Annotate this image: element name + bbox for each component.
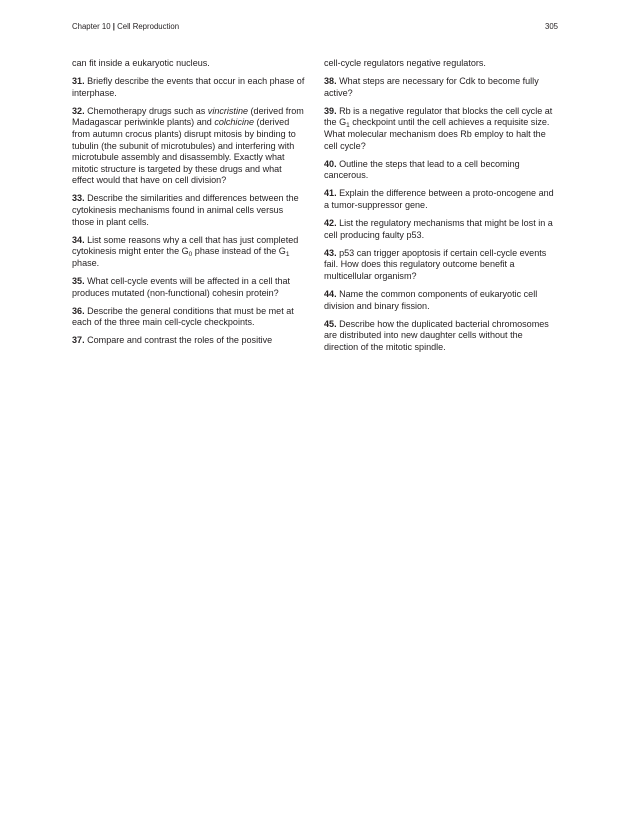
question-number: 35. bbox=[72, 276, 85, 286]
question-text: p53 can trigger apoptosis if certain cell-cycle events fail. How does this regulatory outcome benefit a multicellular organism? bbox=[324, 247, 547, 281]
question-43 bbox=[324, 248, 558, 283]
question-number: 41. bbox=[324, 188, 337, 199]
question-number: 34. bbox=[72, 234, 85, 245]
question-40 bbox=[324, 159, 558, 182]
drug-name-colchicine: colchicine bbox=[214, 117, 255, 128]
left-column bbox=[72, 58, 306, 353]
question-number: 36. bbox=[72, 305, 85, 316]
question-text: Explain the difference between a proto-oncogene and a tumor-suppressor gene. bbox=[324, 188, 554, 210]
question-text: List some reasons why a cell that has just completed cytokinesis might enter the G bbox=[72, 234, 299, 257]
question-number: 39. bbox=[324, 105, 337, 116]
question-text: phase. bbox=[72, 257, 100, 268]
question-text: List the regulatory mechanisms that might be lost in a cell producing faulty p53. bbox=[324, 218, 553, 240]
question-text: Compare and contrast the roles of the positive bbox=[87, 335, 273, 346]
question-42 bbox=[324, 218, 558, 241]
question-number: 37. bbox=[72, 335, 85, 346]
question-text: Name the common components of eukaryotic cell division and binary fission. bbox=[324, 289, 538, 311]
question-34 bbox=[72, 235, 306, 270]
question-30-continuation: can fit inside a eukaryotic nucleus. bbox=[72, 58, 210, 68]
running-header bbox=[72, 22, 179, 31]
question-number: 43. bbox=[324, 247, 337, 258]
subscript: 1 bbox=[346, 122, 350, 130]
drug-name-vincristine: vincristine bbox=[207, 105, 249, 116]
question-text: Rb is a negative regulator that blocks the cell cycle at the G bbox=[324, 105, 553, 128]
chapter-title: Cell Reproduction bbox=[117, 22, 180, 31]
question-text: What cell-cycle events will be affected in a cell that produces mutated (non-functional) cohesin protein? bbox=[72, 276, 291, 298]
right-column bbox=[324, 58, 558, 360]
question-44 bbox=[324, 289, 558, 312]
question-text: (derived from Madagascar periwinkle plants) and bbox=[72, 105, 304, 128]
subscript: 1 bbox=[285, 251, 290, 259]
chapter-number: Chapter 10 bbox=[72, 22, 111, 31]
question-text: phase instead of the G bbox=[192, 246, 286, 257]
question-41 bbox=[324, 188, 558, 211]
question-38 bbox=[324, 76, 558, 99]
question-number: 42. bbox=[324, 218, 337, 229]
question-text: What steps are necessary for Cdk to become fully active? bbox=[324, 76, 539, 98]
question-39 bbox=[324, 106, 558, 152]
question-35 bbox=[72, 276, 306, 299]
question-number: 38. bbox=[324, 76, 337, 87]
question-text: Describe how the duplicated bacterial chromosomes are distributed into new daughter cells without the direction of the mitotic spindle. bbox=[324, 318, 549, 352]
question-32 bbox=[72, 106, 306, 187]
question-text: Chemotherapy drugs such as bbox=[87, 105, 208, 116]
question-text: Briefly describe the events that occur in each phase of interphase. bbox=[72, 76, 305, 98]
question-37 bbox=[72, 335, 306, 347]
question-31 bbox=[72, 76, 306, 99]
question-number: 45. bbox=[324, 318, 337, 329]
question-number: 44. bbox=[324, 289, 337, 299]
question-45 bbox=[324, 319, 558, 354]
question-text: (derived from autumn crocus plants) disrupt mitosis by binding to tubulin (the subunit of microtubules) and interfering with microtubule assembly and disassembly. Exactly what mitotic structure is targeted by these drugs and what effect would that have on cell division? bbox=[72, 117, 296, 186]
question-number: 31. bbox=[72, 76, 85, 87]
header-separator: | bbox=[112, 22, 115, 31]
question-37-continuation: cell-cycle regulators negative regulators. bbox=[324, 58, 486, 68]
question-text: Describe the general conditions that must be met at each of the three main cell-cycle checkpoints. bbox=[72, 305, 294, 328]
question-number: 33. bbox=[72, 193, 85, 204]
question-33 bbox=[72, 193, 306, 228]
question-text: Outline the steps that lead to a cell becoming cancerous. bbox=[324, 158, 520, 181]
subscript: 0 bbox=[188, 251, 193, 259]
page-number: 305 bbox=[544, 22, 558, 31]
question-text: Describe the similarities and differences between the cytokinesis mechanisms found in animal cells versus those in plant cells. bbox=[72, 193, 299, 227]
question-number: 40. bbox=[324, 158, 337, 169]
question-36 bbox=[72, 306, 306, 329]
question-text: checkpoint until the cell achieves a requisite size. What molecular mechanism does Rb employ to halt the cell cycle? bbox=[324, 117, 550, 151]
question-number: 32. bbox=[72, 105, 85, 116]
